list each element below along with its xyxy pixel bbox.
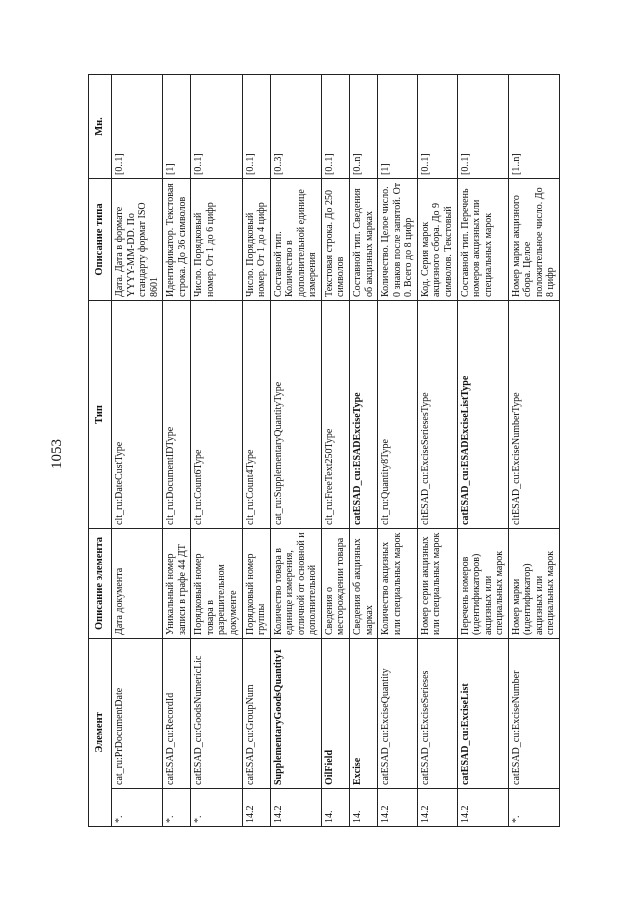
type-description: Число. Порядковый номер. От 1 до 4 цифр bbox=[242, 179, 270, 301]
type-description: Идентификатор. Текстовая строка. До 36 символов bbox=[163, 179, 191, 301]
element-description: Номер серии акцизных или специальных марок bbox=[417, 529, 457, 639]
multiplicity: [0..1] bbox=[242, 75, 270, 179]
type-name: clt_ru:Count6Type bbox=[191, 301, 242, 529]
rotated-table-block bbox=[88, 75, 560, 827]
type-description: Составной тип. Перечень номеров акцизных или специальных марок bbox=[457, 179, 508, 301]
element-description: Номер марки (идентификатор) акцизных или специальных марок bbox=[508, 529, 559, 639]
multiplicity: [0..3] bbox=[270, 75, 321, 179]
table-row bbox=[191, 75, 242, 827]
element-name: OilField bbox=[321, 639, 349, 789]
page-number: 1053 bbox=[49, 439, 65, 469]
type-name: clt_ru:Quantity8Type bbox=[378, 301, 418, 529]
element-description: Дата документа bbox=[112, 529, 163, 639]
multiplicity: [1] bbox=[378, 75, 418, 179]
multiplicity: [0..1] bbox=[457, 75, 508, 179]
multiplicity: [1..n] bbox=[508, 75, 559, 179]
row-number: *. bbox=[191, 789, 242, 827]
table-header-row bbox=[89, 75, 112, 827]
element-name: catESAD_cu:RecordId bbox=[163, 639, 191, 789]
header-multiplicity: Мн. bbox=[89, 75, 112, 179]
element-description: Сведения о месторождении товара bbox=[321, 529, 349, 639]
element-name: catESAD_cu:ExciseList bbox=[457, 639, 508, 789]
table-row bbox=[242, 75, 270, 827]
type-description: Дата. Дата в формате YYYY-MM-DD. По стандарту формат ISO 8601 bbox=[112, 179, 163, 301]
element-name: Excise bbox=[350, 639, 378, 789]
type-name: cltESAD_cu:ExciseSeriesesType bbox=[417, 301, 457, 529]
element-description: Количество товара в единице измерения, отличной от основной и дополнительной bbox=[270, 529, 321, 639]
spec-table bbox=[88, 74, 560, 827]
table-row bbox=[508, 75, 559, 827]
row-number: *. bbox=[508, 789, 559, 827]
element-description: Порядковый номер товара в разрешительном документе bbox=[191, 529, 242, 639]
type-name: clt_ru:Count4Type bbox=[242, 301, 270, 529]
row-number: 14.2 bbox=[242, 789, 270, 827]
element-name: catESAD_cu:GoodsNumericLic bbox=[191, 639, 242, 789]
table-row bbox=[417, 75, 457, 827]
type-description: Номер марки акцизного сбора. Целое положительное число. До 8 цифр bbox=[508, 179, 559, 301]
type-name: catESAD_cu:ESADExciseType bbox=[350, 301, 378, 529]
element-name: catESAD_cu:ExciseQuantity bbox=[378, 639, 418, 789]
header-element-description: Описание элемента bbox=[89, 529, 112, 639]
row-number: 14. bbox=[321, 789, 349, 827]
type-description: Число. Порядковый номер. От 1 до 6 цифр bbox=[191, 179, 242, 301]
table-row bbox=[163, 75, 191, 827]
element-description: Порядковый номер группы bbox=[242, 529, 270, 639]
multiplicity: [0..1] bbox=[417, 75, 457, 179]
type-name: catESAD_cu:ESADExciseListType bbox=[457, 301, 508, 529]
type-description: Составной тип. Сведения об акцизных марках bbox=[350, 179, 378, 301]
table-row bbox=[350, 75, 378, 827]
table-row bbox=[378, 75, 418, 827]
element-description: Перечень номеров (идентификаторов) акцизных или специальных марок bbox=[457, 529, 508, 639]
element-name: catESAD_cu:GroupNum bbox=[242, 639, 270, 789]
element-name: catESAD_cu:ExciseNumber bbox=[508, 639, 559, 789]
multiplicity: [0..n] bbox=[350, 75, 378, 179]
row-number: 14.2 bbox=[457, 789, 508, 827]
element-name: cat_ru:PrDocumentDate bbox=[112, 639, 163, 789]
type-name: cat_ru:SupplementaryQuantityType bbox=[270, 301, 321, 529]
type-description: Составной тип. Количество в дополнительной единице измерения bbox=[270, 179, 321, 301]
row-number: 14.2 bbox=[270, 789, 321, 827]
type-name: clt_ru:FreeText250Type bbox=[321, 301, 349, 529]
row-number: 14.2 bbox=[378, 789, 418, 827]
header-type: Тип bbox=[89, 301, 112, 529]
table-row bbox=[112, 75, 163, 827]
table-row bbox=[457, 75, 508, 827]
header-type-description: Описание типа bbox=[89, 179, 112, 301]
element-name: SupplementaryGoodsQuantity1 bbox=[270, 639, 321, 789]
element-description: Уникальный номер записи в графе 44 ДТ bbox=[163, 529, 191, 639]
row-number: *. bbox=[112, 789, 163, 827]
multiplicity: [1] bbox=[163, 75, 191, 179]
type-description: Количество. Целое число. 0 знаков после запятой. От 0. Всего до 8 цифр bbox=[378, 179, 418, 301]
row-number: *. bbox=[163, 789, 191, 827]
type-name: clt_ru:DocumentIDType bbox=[163, 301, 191, 529]
header-element: Элемент bbox=[89, 639, 112, 827]
type-description: Текстовая строка. До 250 символов bbox=[321, 179, 349, 301]
multiplicity: [0..1] bbox=[321, 75, 349, 179]
multiplicity: [0..1] bbox=[191, 75, 242, 179]
table-row bbox=[270, 75, 321, 827]
element-description: Сведения об акцизных марках bbox=[350, 529, 378, 639]
type-name: clt_ru:DateCustType bbox=[112, 301, 163, 529]
multiplicity: [0..1] bbox=[112, 75, 163, 179]
table-row bbox=[321, 75, 349, 827]
row-number: 14. bbox=[350, 789, 378, 827]
row-number: 14.2 bbox=[417, 789, 457, 827]
element-description: Количество акцизных или специальных марок bbox=[378, 529, 418, 639]
element-name: catESAD_cu:ExciseSerieses bbox=[417, 639, 457, 789]
type-description: Код. Серия марок акцизного сбора. До 9 символов. Текстовый bbox=[417, 179, 457, 301]
type-name: cltESAD_cu:ExciseNumberType bbox=[508, 301, 559, 529]
